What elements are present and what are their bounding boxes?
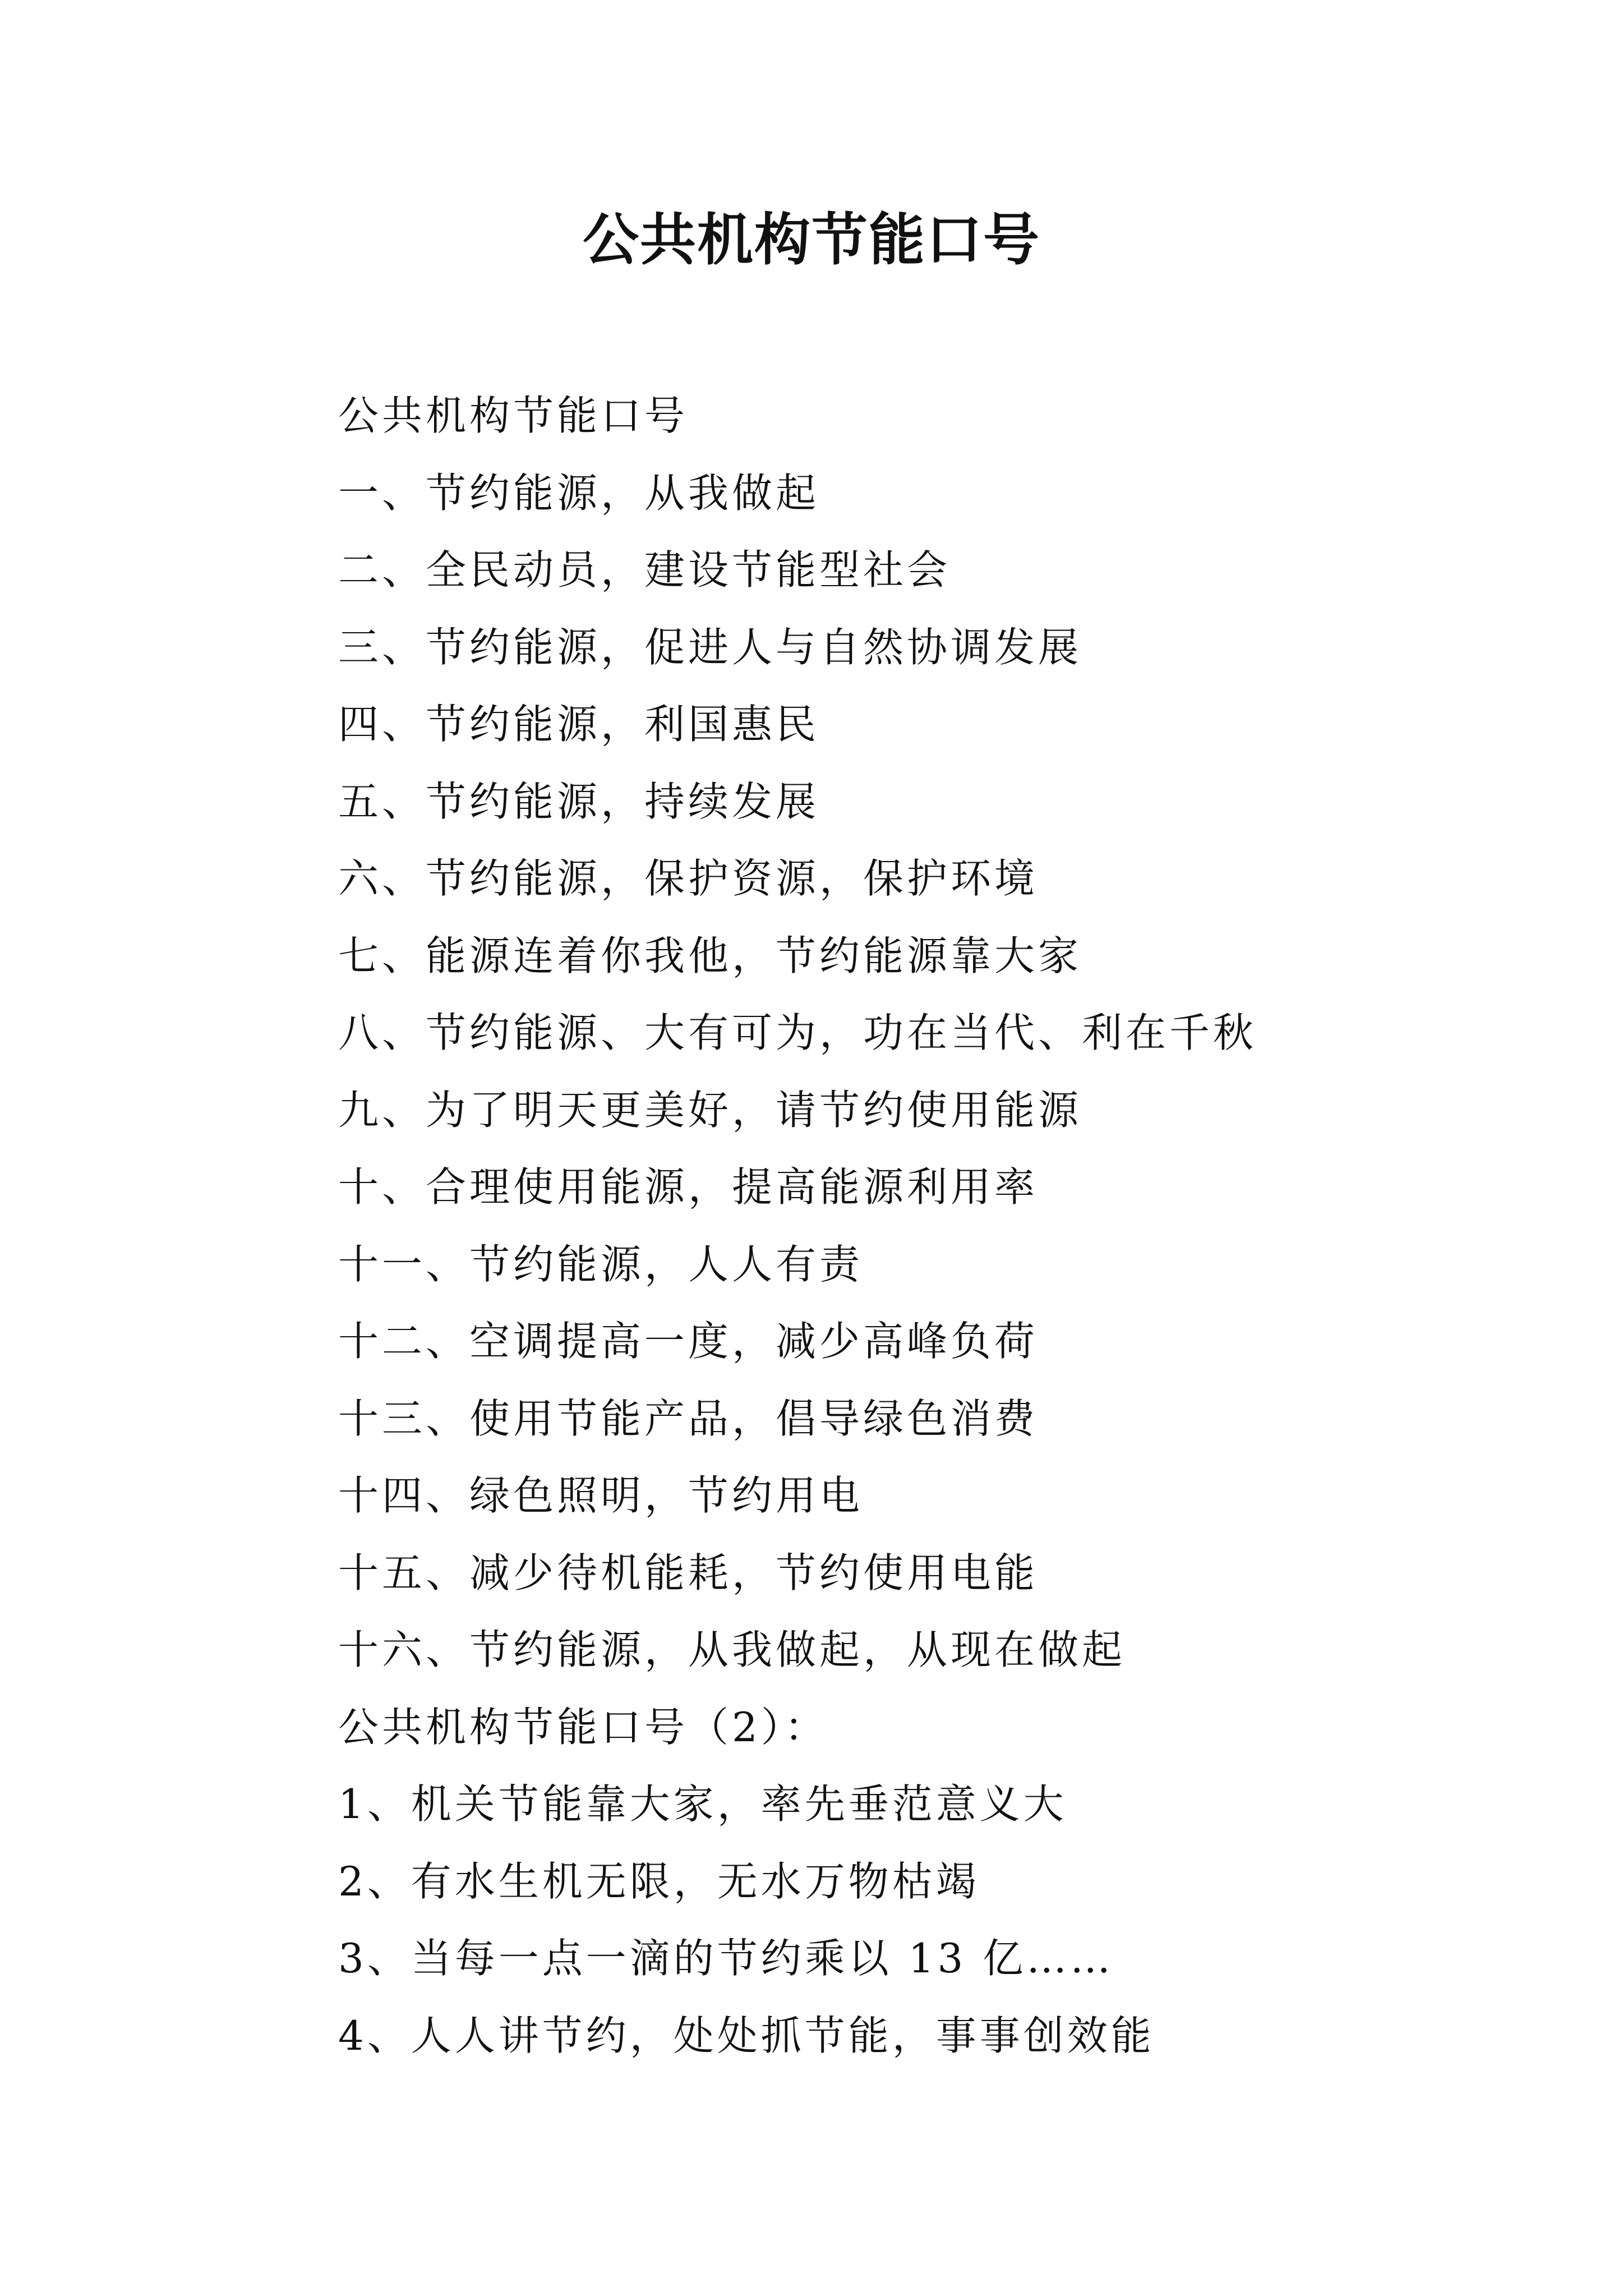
slogan-line: 一、节约能源，从我做起 [338,469,820,517]
slogan-line: 七、能源连着你我他，节约能源靠大家 [338,932,1082,979]
slogan-line: 2、有水生机无限，无水万物枯竭 [338,1857,980,1905]
slogan-line: 4、人人讲节约，处处抓节能，事事创效能 [338,2012,1155,2059]
slogan-line: 十五、减少待机能耗，节约使用电能 [338,1549,1039,1596]
slogan-line: 九、为了明天更美好，请节约使用能源 [338,1086,1082,1134]
section-heading: 公共机构节能口号（2）： [338,1703,828,1751]
slogan-line: 3、当每一点一滴的节约乘以 13 亿…… [338,1935,1114,1982]
slogan-line: 十二、空调提高一度，减少高峰负荷 [338,1318,1039,1365]
slogan-line: 1、机关节能靠大家，率先垂范意义大 [338,1780,1067,1828]
slogan-line: 十三、使用节能产品，倡导绿色消费 [338,1395,1039,1442]
slogan-line: 八、节约能源、大有可为，功在当代、利在千秋 [338,1009,1257,1056]
slogan-line: 十一、节约能源，人人有责 [338,1240,864,1288]
slogan-list [338,378,1516,2074]
slogan-line: 十六、节约能源，从我做起，从现在做起 [338,1626,1126,1673]
slogan-line: 四、节约能源，利国惠民 [338,701,820,748]
slogan-line: 二、全民动员，建设节能型社会 [338,546,951,593]
slogan-line: 十四、绿色照明，节约用电 [338,1472,864,1519]
slogan-line: 十、合理使用能源，提高能源利用率 [338,1163,1039,1211]
slogan-line: 五、节约能源，持续发展 [338,777,820,825]
section-heading: 公共机构节能口号 [338,392,689,439]
document-title: 公共机构节能口号 [583,206,1040,273]
slogan-line: 六、节约能源，保护资源，保护环境 [338,855,1039,902]
slogan-line: 三、节约能源，促进人与自然协调发展 [338,623,1082,671]
